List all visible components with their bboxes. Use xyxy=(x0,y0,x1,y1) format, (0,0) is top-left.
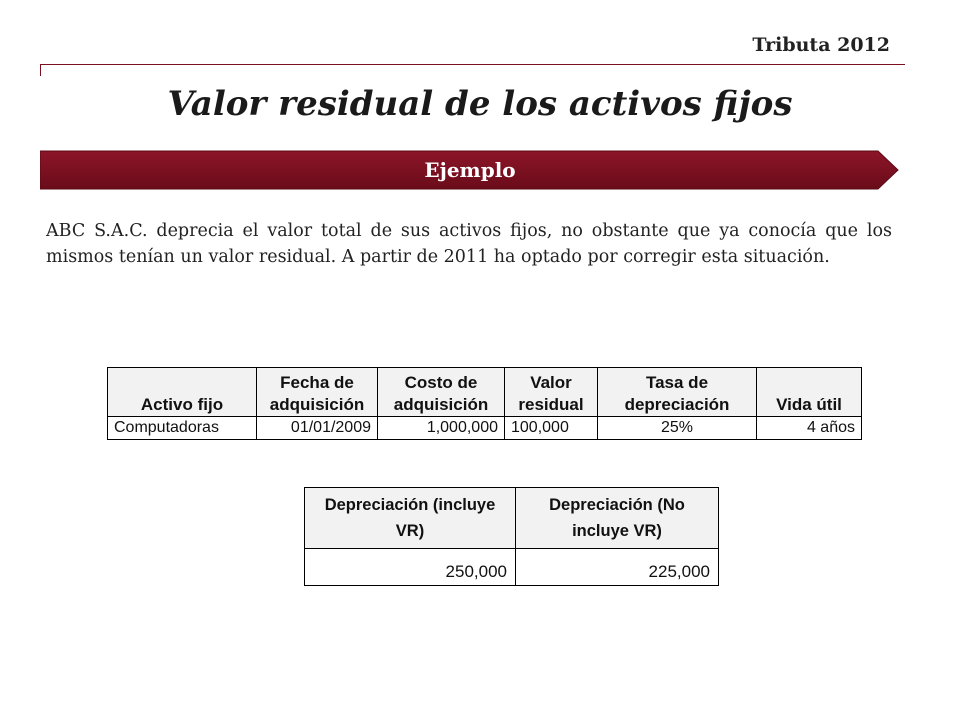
assets-header-fecha: Fecha de adquisición xyxy=(257,368,378,417)
assets-table xyxy=(107,367,862,440)
assets-header-tasa: Tasa de depreciación xyxy=(598,368,757,417)
brand-label: Tributa 2012 xyxy=(752,34,890,56)
table-row xyxy=(108,417,862,440)
assets-cell-tasa: 25% xyxy=(598,417,757,440)
depreciation-cell-incluye: 250,000 xyxy=(305,549,516,586)
assets-header-costo: Costo de adquisición xyxy=(378,368,505,417)
assets-header-valor: Valor residual xyxy=(505,368,598,417)
depreciation-header-no-incluye: Depreciación (No incluye VR) xyxy=(516,488,719,549)
example-banner xyxy=(40,150,900,190)
assets-table-header-row xyxy=(108,368,862,417)
table-row xyxy=(305,549,719,586)
depreciation-table xyxy=(304,487,719,586)
assets-cell-valor: 100,000 xyxy=(505,417,598,440)
assets-cell-costo: 1,000,000 xyxy=(378,417,505,440)
depreciation-header-incluye: Depreciación (incluye VR) xyxy=(305,488,516,549)
depreciation-table-header-row xyxy=(305,488,719,549)
assets-cell-vida: 4 años xyxy=(757,417,862,440)
assets-cell-fecha: 01/01/2009 xyxy=(257,417,378,440)
header-rule xyxy=(40,64,905,65)
assets-header-vida: Vida útil xyxy=(757,368,862,417)
depreciation-cell-no-incluye: 225,000 xyxy=(516,549,719,586)
header-rule-tick xyxy=(40,64,41,76)
assets-cell-activo: Computadoras xyxy=(108,417,257,440)
slide-title: Valor residual de los activos fijos xyxy=(167,84,793,124)
assets-header-activo: Activo fijo xyxy=(108,368,257,417)
intro-paragraph: ABC S.A.C. deprecia el valor total de sus activos fijos, no obstante que ya conocía que los mismos tenían un valor residual. A partir de 2011 ha optado por corregir esta situación. xyxy=(46,221,892,267)
banner-label: Ejemplo xyxy=(424,158,516,182)
